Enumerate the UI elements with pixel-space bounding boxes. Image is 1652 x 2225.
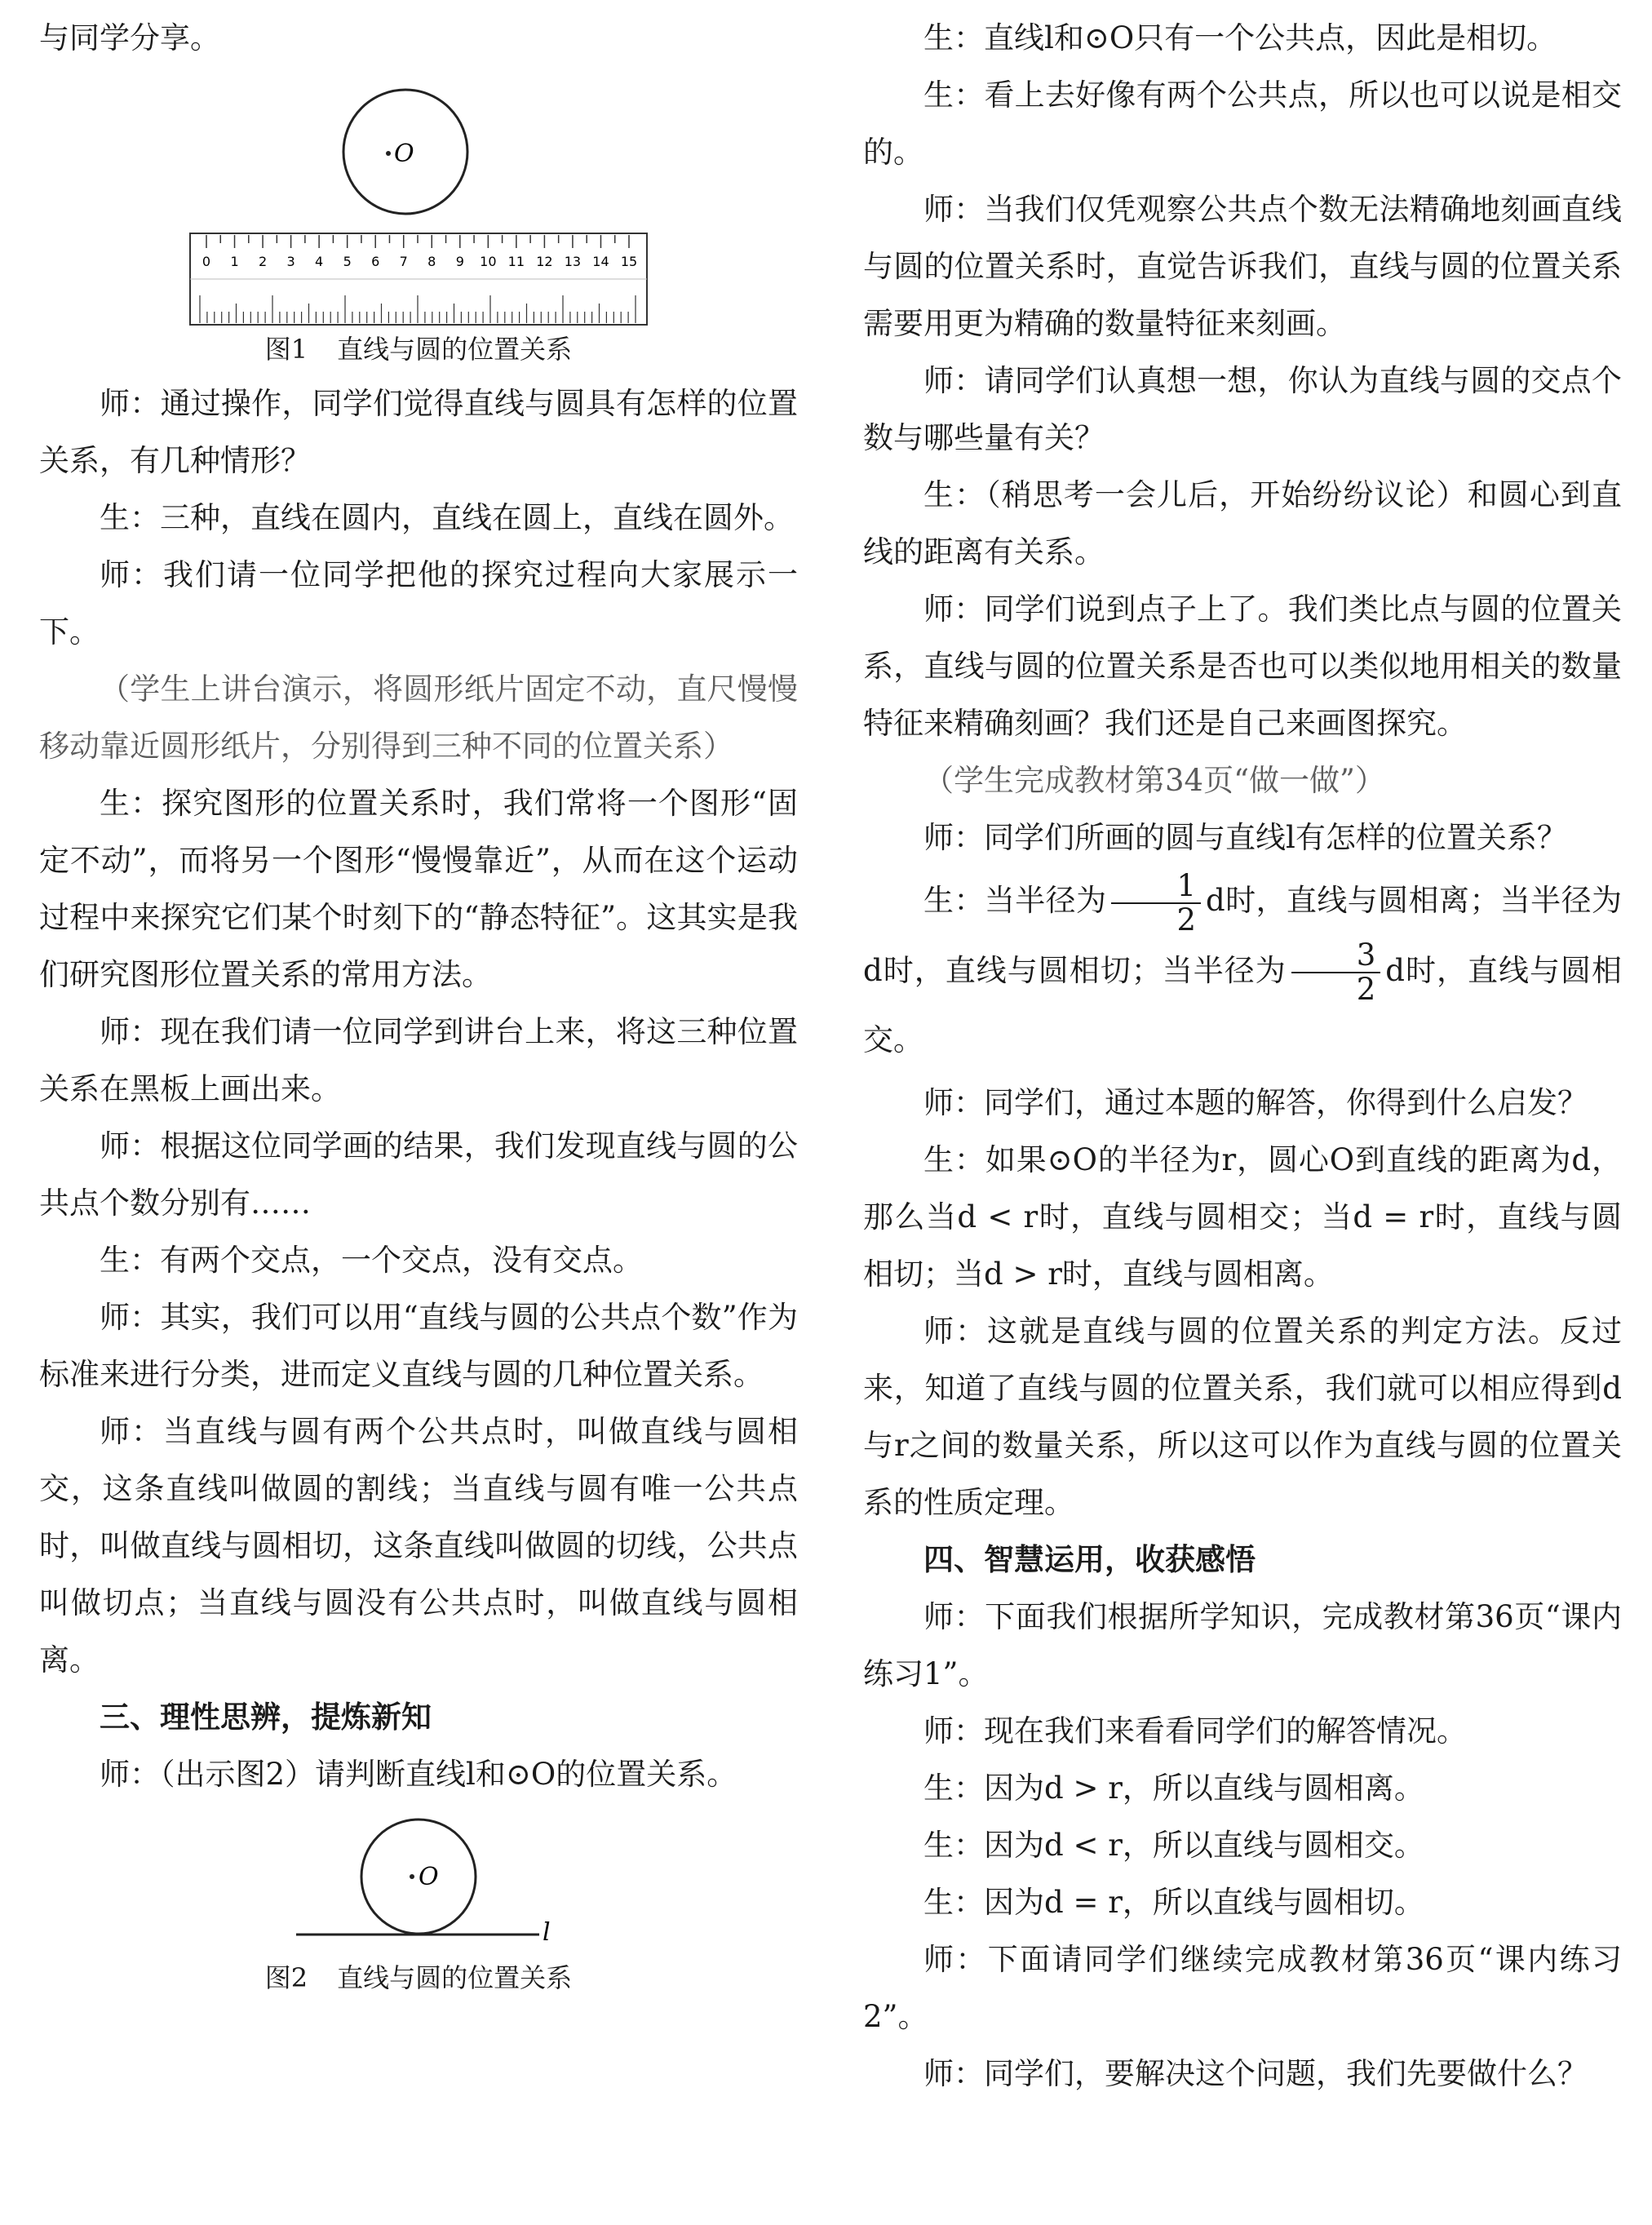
fraction-denominator: 2 bbox=[1356, 972, 1376, 1007]
fraction bbox=[1291, 939, 1381, 1006]
ruler-number: 15 bbox=[620, 254, 638, 269]
paragraph: 师：请同学们认真想一想，你认为直线与圆的交点个数与哪些量有关？ bbox=[863, 363, 1622, 455]
paragraph: （学生上讲台演示，将圆形纸片固定不动，直尺慢慢移动靠近圆形纸片，分别得到三种不同的位置关系） bbox=[39, 671, 798, 764]
paragraph: （学生完成教材第34页“做一做”） bbox=[923, 763, 1385, 798]
caption-text: 直线与圆的位置关系 bbox=[337, 334, 573, 365]
paragraph: 生：探究图形的位置关系时，我们常将一个图形“固定不动”，而将另一个图形“慢慢靠近”，从而在这个运动过程中来探究它们某个时刻下的“静态特征”。这其实是我们研究图形位置关系的常用方法。 bbox=[39, 786, 798, 992]
paragraph: 与同学分享。 bbox=[39, 20, 220, 55]
paragraph-with-fractions bbox=[863, 867, 1622, 1075]
ruler-number: 5 bbox=[343, 254, 352, 269]
paragraph: 生：有两个交点，一个交点，没有交点。 bbox=[100, 1243, 643, 1278]
line-label: l bbox=[543, 1918, 551, 1944]
ruler-number: 3 bbox=[286, 254, 295, 269]
ruler-number: 12 bbox=[536, 254, 553, 269]
right-column bbox=[863, 10, 1622, 2103]
paragraph: 师：根据这位同学画的结果，我们发现直线与圆的公共点个数分别有…… bbox=[39, 1128, 798, 1221]
ruler-number: 6 bbox=[371, 254, 380, 269]
ruler-number: 9 bbox=[455, 254, 464, 269]
paragraph: 生：因为d > r，所以直线与圆相离。 bbox=[923, 1771, 1424, 1806]
caption-text: 直线与圆的位置关系 bbox=[337, 1962, 573, 1993]
ruler-number: 0 bbox=[202, 254, 211, 269]
paragraph: 师：当我们仅凭观察公共点个数无法精确地刻画直线与圆的位置关系时，直觉告诉我们，直线与圆的位置关系需要用更为精确的数量特征来刻画。 bbox=[863, 192, 1622, 341]
paragraph: 师：下面我们根据所学知识，完成教材第36页“课内练习1”。 bbox=[863, 1599, 1622, 1691]
figure-2-caption bbox=[265, 1961, 572, 1994]
text-run: 生：当半径为 bbox=[923, 883, 1107, 918]
fraction-denominator: 2 bbox=[1176, 902, 1196, 937]
fraction-numerator: 3 bbox=[1291, 939, 1381, 973]
text-run: d时，直线与圆相离；当半径为d时，直线与圆相切；当半径为 bbox=[863, 883, 1622, 988]
fraction-numerator: 1 bbox=[1111, 870, 1201, 904]
paragraph: 生：看上去好像有两个公共点，所以也可以说是相交的。 bbox=[863, 78, 1622, 170]
ruler-number: 2 bbox=[258, 254, 268, 269]
section-heading: 三、理性思辨，提炼新知 bbox=[100, 1700, 432, 1735]
left-column bbox=[39, 10, 798, 2004]
ruler-number: 13 bbox=[564, 254, 582, 269]
paragraph: 师：其实，我们可以用“直线与圆的公共点个数”作为标准来进行分类，进而定义直线与圆的几种位置关系。 bbox=[39, 1300, 798, 1392]
ruler-number: 14 bbox=[592, 254, 609, 269]
paragraph: 生：三种，直线在圆内，直线在圆上，直线在圆外。 bbox=[100, 500, 794, 535]
ruler-number: 7 bbox=[399, 254, 408, 269]
circle-label: O bbox=[394, 140, 414, 168]
ruler-number: 4 bbox=[315, 254, 324, 269]
text-run: d时，直线与圆相交。 bbox=[863, 952, 1623, 1057]
paragraph: 师：现在我们来看看同学们的解答情况。 bbox=[923, 1713, 1467, 1749]
paragraph: 生：因为d = r，所以直线与圆相切。 bbox=[923, 1885, 1424, 1920]
paragraph: 师：同学们说到点子上了。我们类比点与圆的位置关系，直线与圆的位置关系是否也可以类似地用相关的数量特征来精确刻画？我们还是自己来画图探究。 bbox=[863, 592, 1622, 741]
ruler-number: 10 bbox=[480, 254, 497, 269]
paragraph: 生：如果⊙O的半径为r，圆心O到直线的距离为d，那么当d < r时，直线与圆相交；当d = r时，直线与圆相切；当d > r时，直线与圆相离。 bbox=[863, 1142, 1622, 1292]
center-point bbox=[386, 151, 391, 156]
fraction bbox=[1111, 867, 1201, 937]
paragraph: 师：这就是直线与圆的位置关系的判定方法。反过来，知道了直线与圆的位置关系，我们就可以相应得到d与r之间的数量关系，所以这可以作为直线与圆的位置关系的性质定理。 bbox=[863, 1314, 1622, 1520]
paragraph: 师：同学们，通过本题的解答，你得到什么启发？ bbox=[923, 1085, 1588, 1120]
paragraph: 生：因为d < r，所以直线与圆相交。 bbox=[923, 1828, 1424, 1863]
ruler-number: 1 bbox=[230, 254, 239, 269]
paragraph: 师：现在我们请一位同学到讲台上来，将这三种位置关系在黑板上画出来。 bbox=[39, 1014, 798, 1106]
figure-1-drawing bbox=[182, 82, 655, 326]
caption-number: 图1 bbox=[264, 334, 308, 365]
caption-number: 图2 bbox=[264, 1962, 308, 1993]
ruler-number: 11 bbox=[507, 254, 525, 269]
center-point bbox=[410, 1874, 414, 1879]
section-heading: 四、智慧运用，收获感悟 bbox=[923, 1542, 1256, 1577]
circle-label: O bbox=[419, 1863, 439, 1891]
paragraph: 师：同学们，要解决这个问题，我们先要做什么？ bbox=[923, 2056, 1588, 2091]
paragraph: 生：直线l和⊙O只有一个公共点，因此是相切。 bbox=[923, 20, 1557, 55]
figure-2 bbox=[39, 1808, 798, 2004]
paragraph: 师：（出示图2）请判断直线l和⊙O的位置关系。 bbox=[100, 1757, 737, 1792]
paragraph: 师：下面请同学们继续完成教材第36页“课内练习2”。 bbox=[863, 1942, 1622, 2034]
paragraph: 师：通过操作，同学们觉得直线与圆具有怎样的位置关系，有几种情形？ bbox=[39, 386, 798, 478]
paragraph: 师：当直线与圆有两个公共点时，叫做直线与圆相交，这条直线叫做圆的割线；当直线与圆有唯一公共点时，叫做直线与圆相切，这条直线叫做圆的切线，公共点叫做切点；当直线与圆没有公共点时，叫做直线与圆相离。 bbox=[39, 1414, 798, 1678]
paragraph: 师：我们请一位同学把他的探究过程向大家展示一下。 bbox=[39, 557, 798, 649]
paragraph: 师：同学们所画的圆与直线l有怎样的位置关系？ bbox=[923, 820, 1567, 855]
ruler-number: 8 bbox=[427, 254, 436, 269]
figure-2-drawing bbox=[280, 1808, 557, 1944]
figure-1 bbox=[39, 82, 798, 375]
figure-1-caption bbox=[265, 333, 572, 366]
paragraph: 生：（稍思考一会儿后，开始纷纷议论）和圆心到直线的距离有关系。 bbox=[863, 477, 1622, 570]
